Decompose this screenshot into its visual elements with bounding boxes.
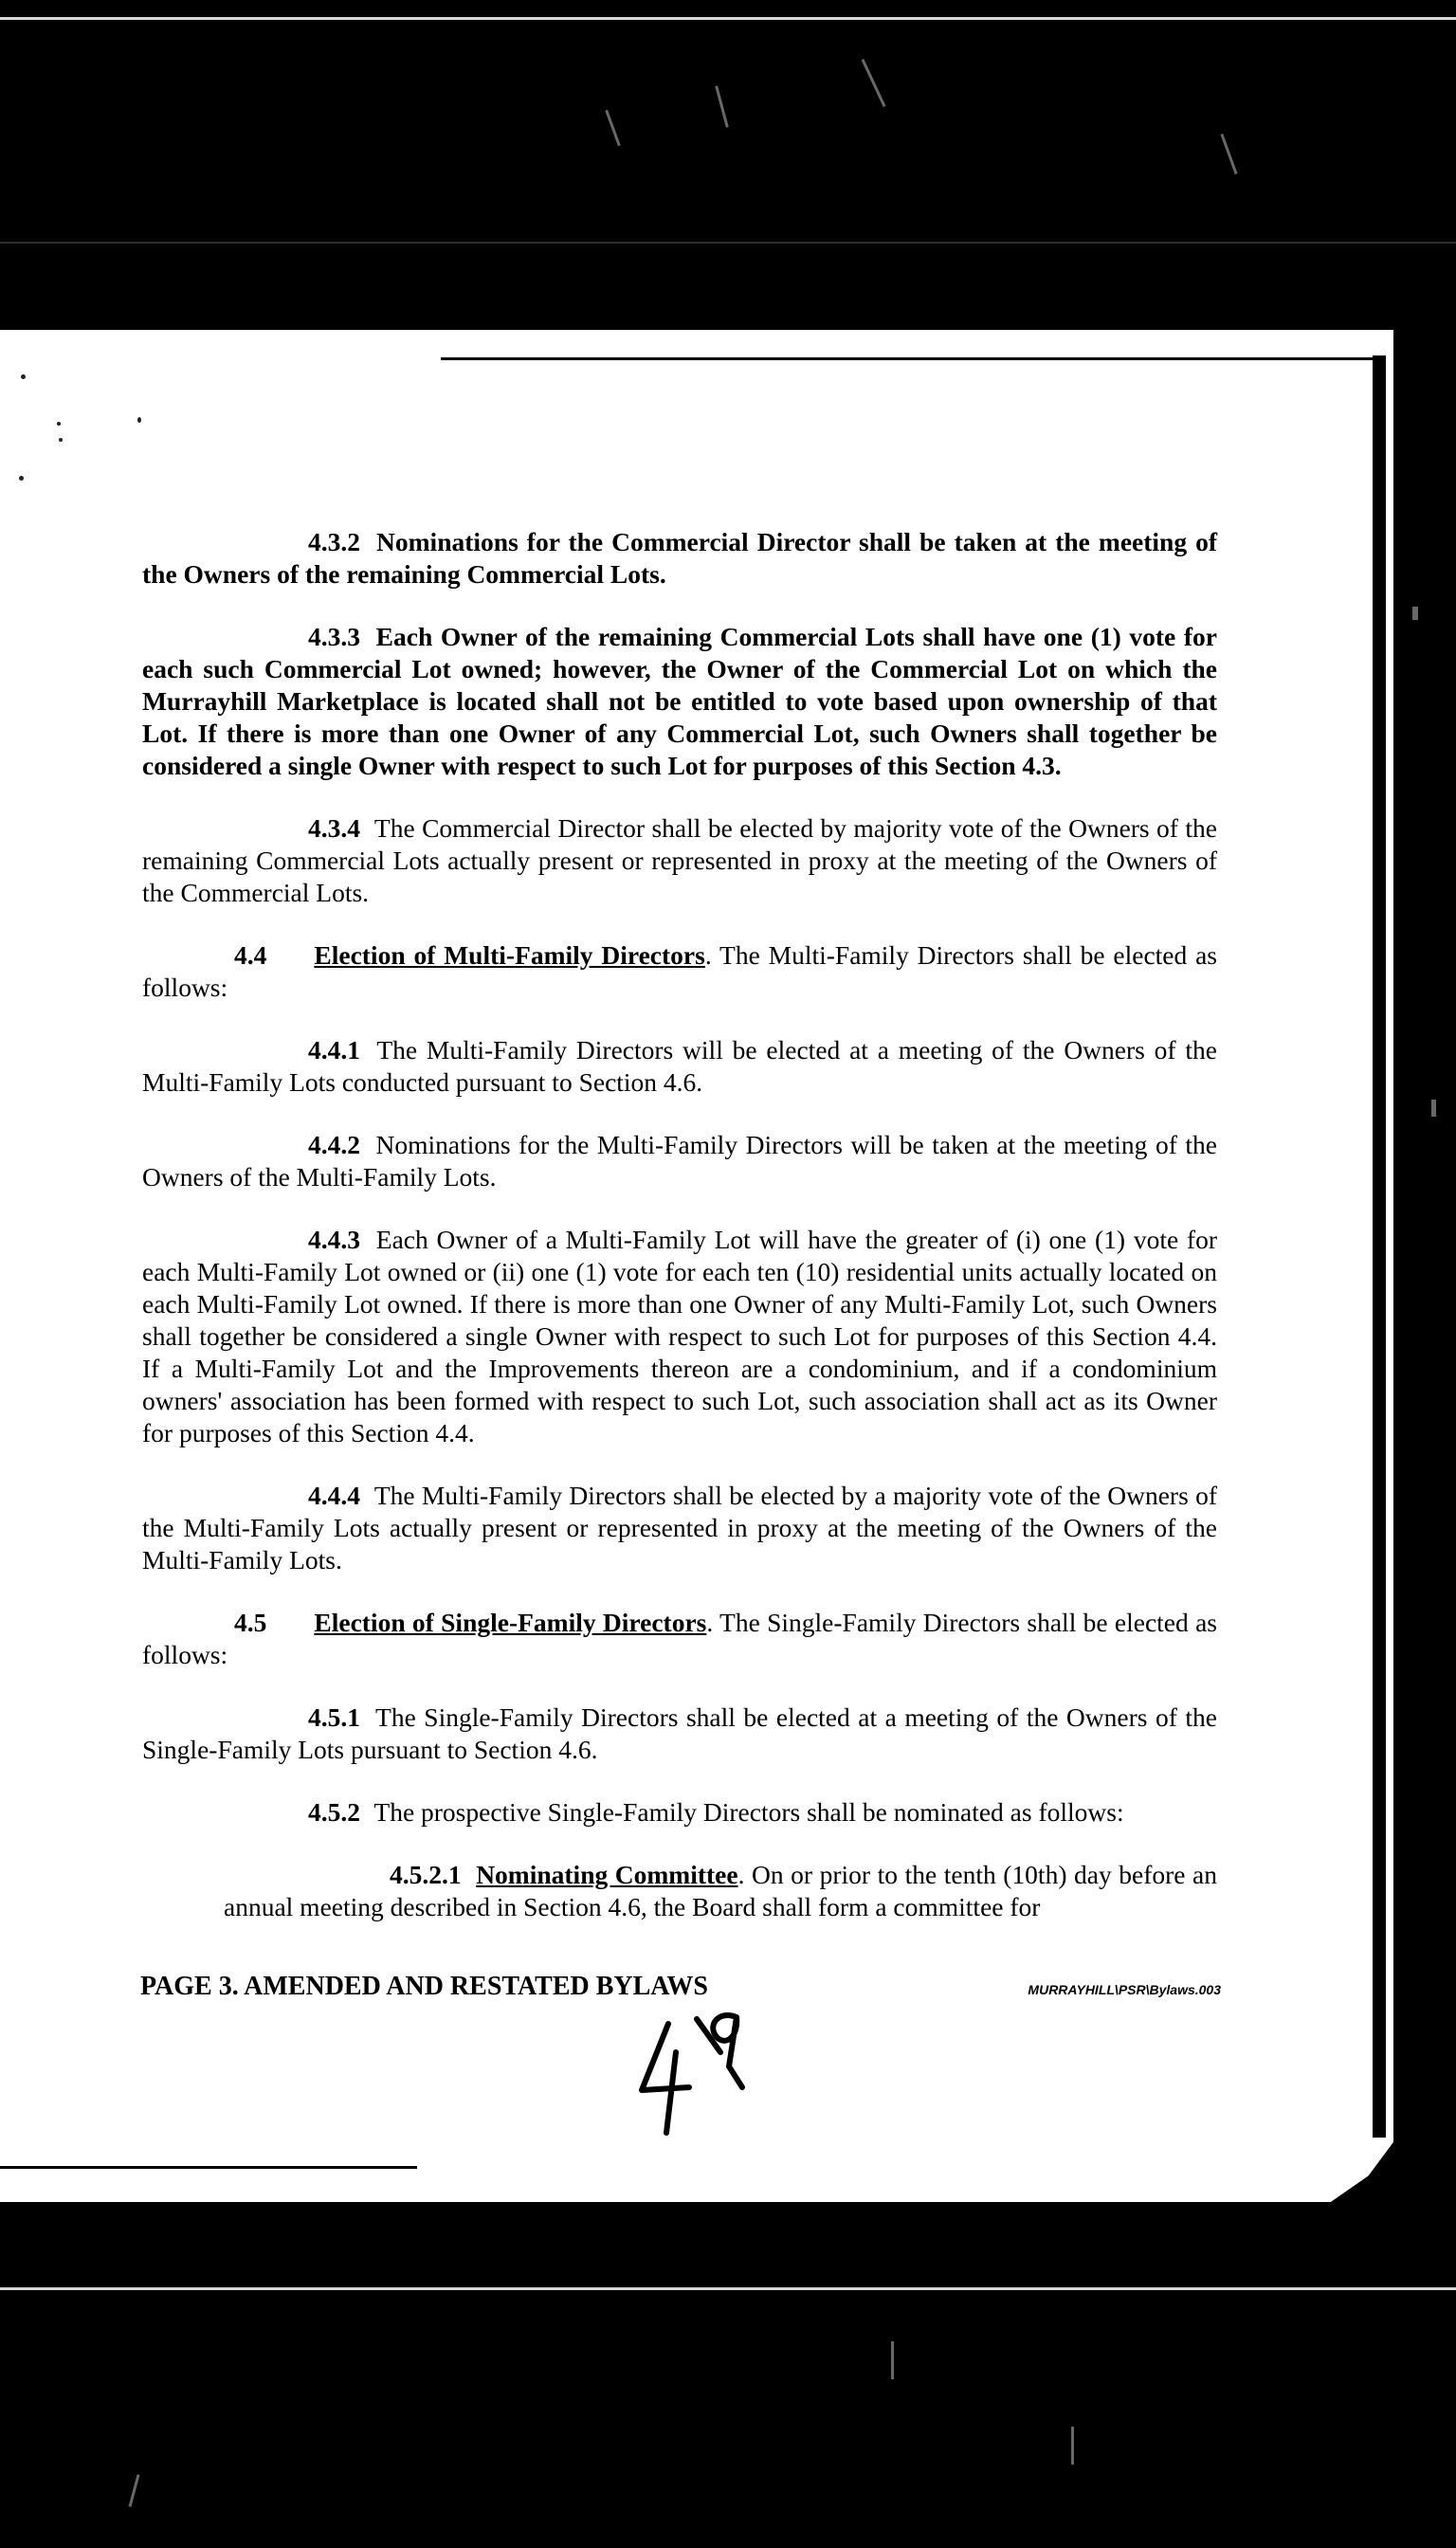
section-4-5-2 (142, 1796, 1217, 1829)
section-text: The Commercial Director shall be elected by majority vote of the Owners of the remaining Commercial Lots actually present or represented in proxy at the meeting of the Owners of the Commercial Lots. (142, 813, 1217, 907)
speck (57, 422, 61, 426)
scan-noise (0, 242, 1456, 244)
scan-noise (129, 2474, 140, 2507)
speck (59, 438, 63, 442)
section-4-3-4 (142, 812, 1217, 909)
speck (19, 476, 24, 481)
scan-noise (891, 2341, 894, 2379)
section-text: The Single-Family Directors shall be elected at a meeting of the Owners of the Single-Family Lots pursuant to Section 4.6. (142, 1702, 1217, 1764)
section-4-3-2 (142, 526, 1217, 591)
page-top-rule (441, 357, 1379, 360)
section-number: 4.5.1 (308, 1702, 360, 1732)
section-number: 4.3.3 (308, 622, 360, 651)
section-number: 4.5 (234, 1608, 267, 1637)
scan-noise (1071, 2427, 1074, 2465)
handwritten-page-number (630, 2000, 763, 2142)
section-text: Nominations for the Commercial Director shall be taken at the meeting of the Owners of the remaining Commercial Lots. (142, 527, 1218, 589)
section-text: Each Owner of the remaining Commercial Lots shall have one (1) vote for each such Commercial Lot owned; however, the Owner of the Commercial Lot on which the Murrayhill Marketplace is located shall not be entitled to vote based upon ownership of that Lot. If there is more than one Owner of any Commercial Lot, such Owners shall together be considered a single Owner with respect to such Lot for purposes of this Section 4.3. (142, 622, 1218, 780)
section-text: Nominations for the Multi-Family Directors will be taken at the meeting of the Owners of the Multi-Family Lots. (142, 1130, 1217, 1192)
section-text: The Multi-Family Directors shall be elected by a majority vote of the Owners of the Multi-Family Lots actually present or represented in proxy at the meeting of the Owners of the Multi-Family Lots. (142, 1481, 1217, 1574)
section-heading: Nominating Committee (476, 1860, 738, 1889)
scan-edge-top (0, 17, 1456, 20)
section-text: The Multi-Family Directors shall be elected as follows: (142, 940, 1217, 1002)
section-4-4-1 (142, 1034, 1217, 1099)
footer-file-path: MURRAYHILL\PSR\Bylaws.003 (1028, 1982, 1221, 1997)
section-number: 4.4 (234, 940, 267, 970)
section-4-4-3 (142, 1224, 1217, 1449)
section-4-4-4 (142, 1480, 1217, 1576)
section-number: 4.4.3 (308, 1225, 360, 1254)
section-4-3-3 (142, 621, 1217, 782)
section-4-4-2 (142, 1129, 1217, 1193)
scan-edge-bottom (0, 2287, 1456, 2290)
section-number: 4.5.2.1 (390, 1860, 462, 1889)
section-4-5-2-1: 4.5.2.1 Nominating Committee. On or prior to the tenth (10th) day before an annual meeting described in Section 4.6, the Board shall form a committee for (224, 1860, 1218, 1921)
scan-noise (1412, 607, 1418, 620)
scan-noise (862, 59, 886, 107)
scan-noise (605, 110, 620, 147)
page-bottom-rule (0, 2166, 417, 2169)
section-text: On or prior to the tenth (10th) day before an annual meeting described in Section 4.6, the Board shall form a committee for (224, 1860, 1218, 1921)
document-body (142, 526, 1217, 1954)
speck (137, 417, 141, 423)
section-heading: Election of Single-Family Directors (314, 1608, 707, 1637)
section-text: The prospective Single-Family Directors shall be nominated as follows: (373, 1797, 1124, 1827)
section-number: 4.4.2 (308, 1130, 360, 1159)
footer-page-label: PAGE 3. AMENDED AND RESTATED BYLAWS (140, 1972, 708, 2001)
section-text: The Multi-Family Directors will be elected at a meeting of the Owners of the Multi-Family Lots conducted pursuant to Section 4.6. (142, 1035, 1217, 1097)
section-number: 4.4.1 (308, 1035, 360, 1065)
scan-noise (1431, 1100, 1436, 1117)
section-number: 4.4.4 (308, 1481, 360, 1510)
section-text: Each Owner of a Multi-Family Lot will have the greater of (i) one (1) vote for each Multi-Family Lot owned or (ii) one (1) vote for each ten (10) residential units actually located on each Multi-Family Lot owned. If there is more than one Owner of any Multi-Family Lot, such Owners shall together be considered a single Owner with respect to such Lot for purposes of this Section 4.4. If a Multi-Family Lot and the Improvements thereon are a condominium, and if a condominium owners' association has been formed with respect to such Lot, such association shall act as its Owner for purposes of this Section 4.4. (142, 1225, 1217, 1447)
section-heading: Election of Multi-Family Directors (314, 940, 705, 970)
section-number: 4.3.2 (308, 527, 360, 556)
section-4-5-1 (142, 1702, 1217, 1766)
scan-noise (715, 85, 729, 127)
page-right-edge-shadow (1373, 355, 1386, 2138)
speck (21, 374, 26, 379)
scan-noise (1220, 134, 1237, 174)
page-footer (140, 1972, 1221, 2002)
section-4-4: 4.4 Election of Multi-Family Directors. The Multi-Family Directors shall be elected as follows: (142, 940, 1217, 1002)
section-number: 4.3.4 (308, 813, 360, 843)
section-text: The Single-Family Directors shall be elected as follows: (142, 1608, 1217, 1669)
section-number: 4.5.2 (308, 1797, 360, 1827)
section-4-5: 4.5 Election of Single-Family Directors. The Single-Family Directors shall be elected as follows: (142, 1608, 1217, 1669)
